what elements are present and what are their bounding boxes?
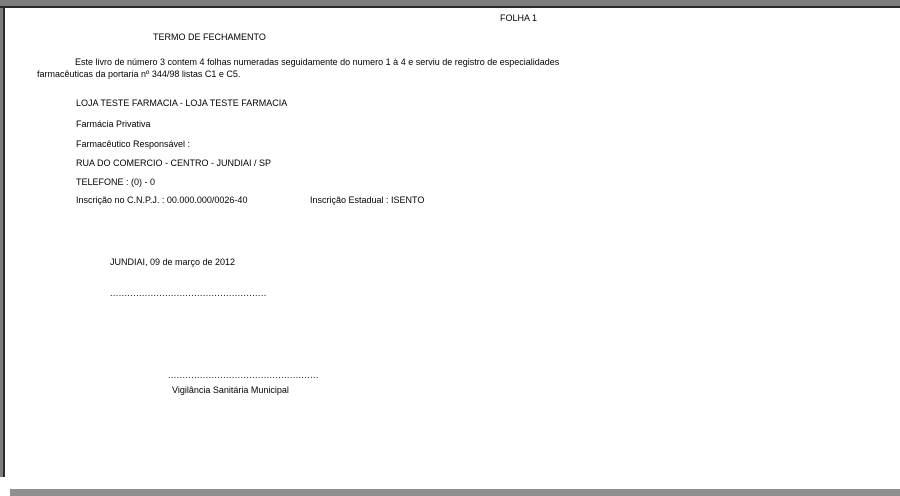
document-page bbox=[5, 8, 900, 496]
preview-frame-top-bar bbox=[0, 0, 900, 8]
closing-statement-paragraph: Este livro de número 3 contem 4 folhas numeradas seguidamente do numero 1 à 4 e serviu de registro de especialidades farmacêuticas da portaria nº 344/98 listas C1 e C5. bbox=[37, 57, 560, 79]
establishment-type: Farmácia Privativa bbox=[76, 119, 151, 129]
establishment-phone: TELEFONE : (0) - 0 bbox=[76, 177, 156, 187]
signature-caption: Vigilância Sanitária Municipal bbox=[172, 385, 289, 395]
establishment-address: RUA DO COMERCIO - CENTRO - JUNDIAI / SP bbox=[76, 158, 272, 168]
state-registration: Inscrição Estadual : ISENTO bbox=[310, 195, 425, 205]
document-title: TERMO DE FECHAMENTO bbox=[153, 32, 266, 42]
signature-dotted-line-2: .................................................... bbox=[168, 370, 319, 380]
responsible-pharmacist-label: Farmacêutico Responsável : bbox=[76, 139, 191, 149]
cnpj-registration: Inscrição no C.N.P.J. : 00.000.000/0026-40 bbox=[76, 195, 248, 205]
page-bottom-shadow bbox=[10, 489, 900, 496]
city-and-date-line: JUNDIAI, 09 de março de 2012 bbox=[110, 257, 236, 267]
signature-dotted-line-1: ...................................................... bbox=[110, 288, 267, 298]
establishment-name: LOJA TESTE FARMACIA - LOJA TESTE FARMACIA bbox=[76, 98, 288, 108]
sheet-number-label: FOLHA 1 bbox=[500, 13, 538, 23]
